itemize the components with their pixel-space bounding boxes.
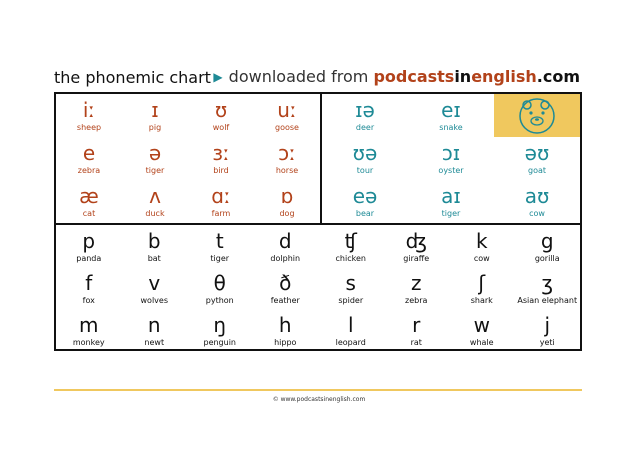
monophthong-cell <box>122 143 188 175</box>
diphthong-cell <box>322 100 408 132</box>
consonant-cell <box>56 315 122 347</box>
consonant-cell <box>122 273 188 305</box>
example-word: sheep <box>76 123 102 132</box>
monophthong-cell <box>122 186 188 218</box>
brand-com: .com <box>536 67 580 86</box>
phoneme-symbol: ŋ <box>213 313 227 337</box>
phoneme-symbol: f <box>85 271 93 295</box>
phoneme-symbol: iː <box>82 98 96 122</box>
consonant-cell <box>515 231 581 263</box>
example-word: horse <box>275 166 299 175</box>
example-word: newt <box>144 338 165 347</box>
consonant-cell <box>449 273 515 305</box>
consonant-cell <box>515 315 581 347</box>
monophthong-cell <box>56 143 122 175</box>
consonant-cell <box>449 231 515 263</box>
consonant-cell <box>122 315 188 347</box>
monophthong-cell <box>56 186 122 218</box>
consonant-cell <box>384 273 450 305</box>
consonant-cell <box>384 315 450 347</box>
consonant-cell <box>515 273 581 305</box>
consonant-cell <box>253 231 319 263</box>
diphthong-cell <box>408 100 494 132</box>
phoneme-symbol: k <box>475 229 488 253</box>
monophthong-cell <box>188 143 254 175</box>
example-word: goose <box>275 123 299 132</box>
consonant-cell <box>253 273 319 305</box>
monophthong-cell <box>254 186 320 218</box>
example-word: whale <box>469 338 494 347</box>
phoneme-symbol: p <box>82 229 96 253</box>
example-word: Asian elephant <box>517 296 578 305</box>
example-word: feather <box>270 296 300 305</box>
phoneme-symbol: ɔɪ <box>441 141 461 165</box>
phoneme-symbol: t <box>215 229 224 253</box>
diphthong-cell <box>322 143 408 175</box>
downloaded-from-label: downloaded from <box>228 67 369 86</box>
monophthong-cell <box>122 100 188 132</box>
example-word: bat <box>147 254 161 263</box>
example-word: oyster <box>438 166 464 175</box>
diphthong-cell <box>322 186 408 218</box>
monophthong-cell <box>188 186 254 218</box>
phoneme-symbol: m <box>79 313 99 337</box>
consonant-cell <box>318 273 384 305</box>
example-word: bird <box>213 166 229 175</box>
phoneme-symbol: ɑː <box>211 184 231 208</box>
phoneme-symbol: uː <box>277 98 297 122</box>
example-word: cat <box>82 209 96 218</box>
consonant-cell <box>122 231 188 263</box>
phoneme-symbol: e <box>82 141 96 165</box>
example-word: dog <box>279 209 295 218</box>
example-word: tiger <box>441 209 461 218</box>
example-word: tiger <box>145 166 165 175</box>
example-word: zebra <box>77 166 101 175</box>
phoneme-symbol: ɪə <box>355 98 375 122</box>
phoneme-symbol: d <box>278 229 292 253</box>
example-word: tiger <box>210 254 230 263</box>
phoneme-symbol: b <box>147 229 161 253</box>
consonant-cell <box>318 315 384 347</box>
play-triangle-icon: ▶ <box>213 70 223 84</box>
example-word: cow <box>529 209 545 218</box>
example-word: snake <box>439 123 463 132</box>
example-word: wolves <box>140 296 168 305</box>
phoneme-symbol: ʊə <box>352 141 378 165</box>
phoneme-symbol: ɒ <box>280 184 294 208</box>
consonant-cell <box>187 315 253 347</box>
phoneme-symbol: eə <box>352 184 378 208</box>
consonant-cell <box>56 273 122 305</box>
example-word: shark <box>470 296 493 305</box>
diphthong-cell <box>408 143 494 175</box>
example-word: hippo <box>274 338 297 347</box>
example-word: bear <box>355 209 375 218</box>
example-word: gorilla <box>534 254 560 263</box>
consonant-cell <box>384 231 450 263</box>
phoneme-symbol: ʃ <box>478 271 486 295</box>
phoneme-symbol: æ <box>79 184 99 208</box>
footer-divider <box>54 389 582 391</box>
diphthong-cell <box>408 186 494 218</box>
phoneme-symbol: ɜː <box>212 141 230 165</box>
example-word: farm <box>211 209 231 218</box>
phoneme-symbol: v <box>148 271 161 295</box>
consonant-cell <box>318 231 384 263</box>
phoneme-symbol: aʊ <box>524 184 550 208</box>
example-word: giraffe <box>403 254 430 263</box>
monophthong-cell <box>254 100 320 132</box>
consonant-cell <box>187 273 253 305</box>
example-word: spider <box>338 296 364 305</box>
example-word: wolf <box>212 123 230 132</box>
consonant-cell <box>187 231 253 263</box>
brand-podcasts: podcasts <box>373 67 455 86</box>
phoneme-symbol: əʊ <box>524 141 550 165</box>
example-word: penguin <box>203 338 236 347</box>
copyright-text: © www.podcastsinenglish.com <box>272 396 366 403</box>
source-link[interactable] <box>213 67 580 86</box>
example-word: python <box>205 296 234 305</box>
phoneme-symbol: ə <box>148 141 162 165</box>
phoneme-symbol: ʊ <box>214 98 228 122</box>
diphthong-cell <box>494 143 580 175</box>
phonemic-chart <box>54 92 582 351</box>
example-word: chicken <box>335 254 366 263</box>
monophthong-cell <box>188 100 254 132</box>
example-word: yeti <box>539 338 555 347</box>
phoneme-symbol: l <box>347 313 354 337</box>
brand-english: english <box>471 67 537 86</box>
phoneme-symbol: z <box>411 271 422 295</box>
example-word: duck <box>145 209 165 218</box>
phoneme-symbol: s <box>345 271 356 295</box>
phoneme-symbol: ɪ <box>151 98 159 122</box>
example-word: tour <box>356 166 374 175</box>
phoneme-symbol: n <box>147 313 161 337</box>
phoneme-symbol: θ <box>213 271 226 295</box>
example-word: dolphin <box>270 254 301 263</box>
phoneme-symbol: ɔː <box>278 141 296 165</box>
phoneme-symbol: ʌ <box>149 184 161 208</box>
example-word: goat <box>527 166 546 175</box>
example-word: leopard <box>335 338 366 347</box>
phoneme-symbol: eɪ <box>441 98 461 122</box>
diphthong-cell <box>494 186 580 218</box>
example-word: cow <box>473 254 490 263</box>
phoneme-symbol: ʒ <box>541 271 554 295</box>
example-word: fox <box>82 296 95 305</box>
consonant-cell <box>56 231 122 263</box>
consonant-cell <box>253 315 319 347</box>
phoneme-symbol: ʤ <box>405 229 427 253</box>
phoneme-symbol: h <box>278 313 292 337</box>
phoneme-symbol: r <box>412 313 421 337</box>
phoneme-symbol: ʧ <box>344 229 357 253</box>
phoneme-symbol: aɪ <box>441 184 461 208</box>
brand-in: in <box>454 67 472 86</box>
phoneme-symbol: g <box>540 229 554 253</box>
example-word: deer <box>355 123 375 132</box>
example-word: zebra <box>405 296 428 305</box>
chart-title: the phonemic chart <box>54 68 211 87</box>
example-word: panda <box>76 254 102 263</box>
logo-cell <box>494 94 580 137</box>
phoneme-symbol: j <box>544 313 551 337</box>
phoneme-symbol: w <box>473 313 490 337</box>
phoneme-symbol: ð <box>279 271 292 295</box>
vowels-section <box>56 94 580 225</box>
example-word: pig <box>148 123 162 132</box>
consonant-cell <box>449 315 515 347</box>
example-word: monkey <box>72 338 105 347</box>
monophthong-cell <box>56 100 122 132</box>
monophthong-cell <box>254 143 320 175</box>
bear-head-icon <box>516 96 558 136</box>
example-word: rat <box>410 338 422 347</box>
